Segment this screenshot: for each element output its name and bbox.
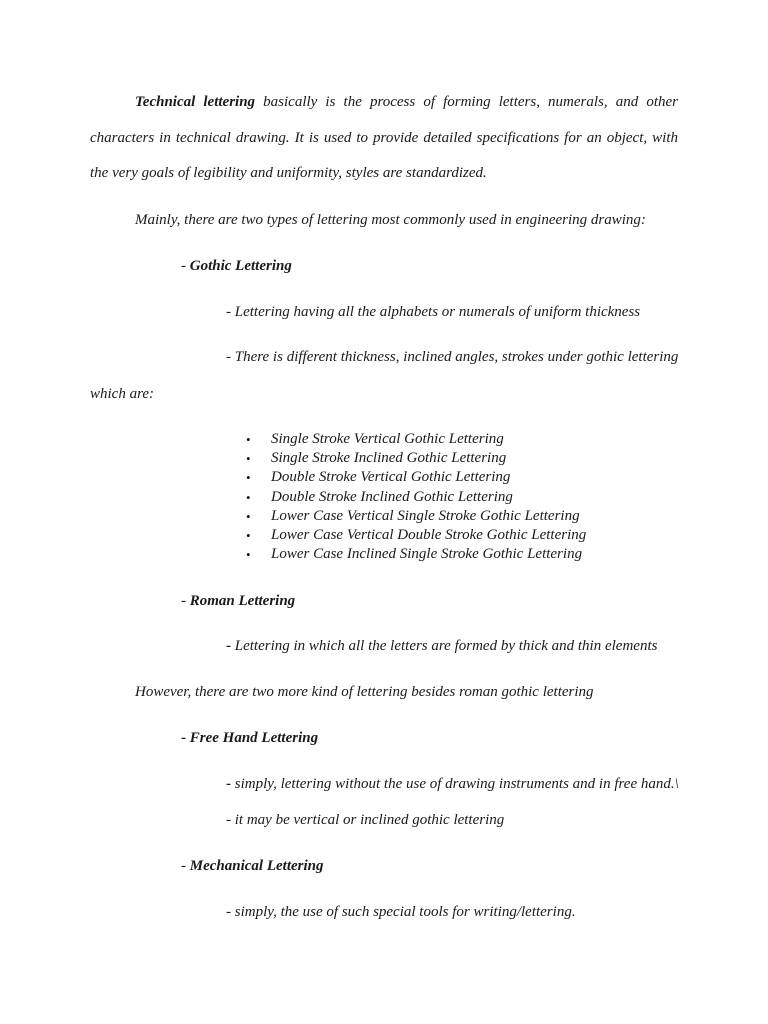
intro-line-3: the very goals of legibility and uniformity, styles are standardized. [90,165,487,181]
roman-desc-text: Lettering in which all the letters are formed by thick and thin elements [234,638,658,654]
freehand-dash: - [181,730,190,746]
freehand-desc-1 [226,775,679,793]
list-item [246,488,586,507]
freehand-desc-1-text: simply, lettering without the use of drawing instruments and in free hand.\ [234,776,679,792]
freehand-heading-text: Free Hand Lettering [189,730,319,746]
mechanical-dash: - [181,858,190,874]
freehand-heading [181,729,318,747]
list-item [246,526,586,545]
list-item [246,430,586,449]
bullet-glyph: • [246,432,251,447]
list-item-text: Lower Case Vertical Double Stroke Gothic Lettering [271,526,587,543]
gothic-types-list [246,430,586,564]
bullet-glyph: • [246,527,251,543]
intro-line-1-text: basically is the process of forming letters, numerals, and other [263,94,678,110]
list-item [246,468,586,487]
roman-desc-dash: - [226,638,235,654]
gothic-heading [181,257,292,275]
gothic-desc-2: - There is different thickness, inclined angles, strokes under gothic lettering [226,349,679,365]
types-intro: Mainly, there are two types of lettering most commonly used in engineering drawing: [135,212,646,228]
bullet-glyph: • [246,470,251,486]
intro-line-2: characters in technical drawing. It is used to provide detailed specifications for an object, with [90,130,678,146]
freehand-desc-2: - it may be vertical or inclined gothic lettering [226,812,505,828]
mechanical-desc: - simply, the use of such special tools for writing/lettering. [226,904,576,920]
gothic-dash: - [181,258,190,274]
more-kinds-text: However, there are two more kind of lettering besides roman gothic lettering [135,684,594,700]
list-item [246,449,586,468]
roman-heading-text: Roman Lettering [189,593,296,609]
roman-heading [181,592,295,610]
freehand-desc-1-dash: - [226,776,235,792]
list-item-text: Single Stroke Inclined Gothic Lettering [271,450,507,467]
list-item [246,545,586,564]
roman-desc [226,637,657,655]
intro-line-1 [90,93,678,111]
list-item-text: Double Stroke Vertical Gothic Lettering [271,469,511,486]
mechanical-heading-text: Mechanical Lettering [189,858,324,874]
bullet-glyph: • [246,489,251,505]
intro-term: Technical lettering [135,94,256,110]
list-item-text: Lower Case Vertical Single Stroke Gothic Lettering [271,507,580,524]
bullet-glyph: • [246,451,251,467]
gothic-heading-text: Gothic Lettering [189,258,292,274]
bullet-glyph: • [246,547,251,563]
list-item-text: Lower Case Inclined Single Stroke Gothic Lettering [271,546,583,563]
bullet-glyph: • [246,508,251,524]
list-item-text: Double Stroke Inclined Gothic Lettering [271,488,513,505]
list-item [246,507,586,526]
gothic-desc-1: - Lettering having all the alphabets or numerals of uniform thickness [226,304,641,320]
list-item-text: Single Stroke Vertical Gothic Lettering [271,431,504,447]
mechanical-heading [181,857,324,875]
gothic-desc-2-cont: which are: [90,386,155,402]
roman-dash: - [181,593,190,609]
